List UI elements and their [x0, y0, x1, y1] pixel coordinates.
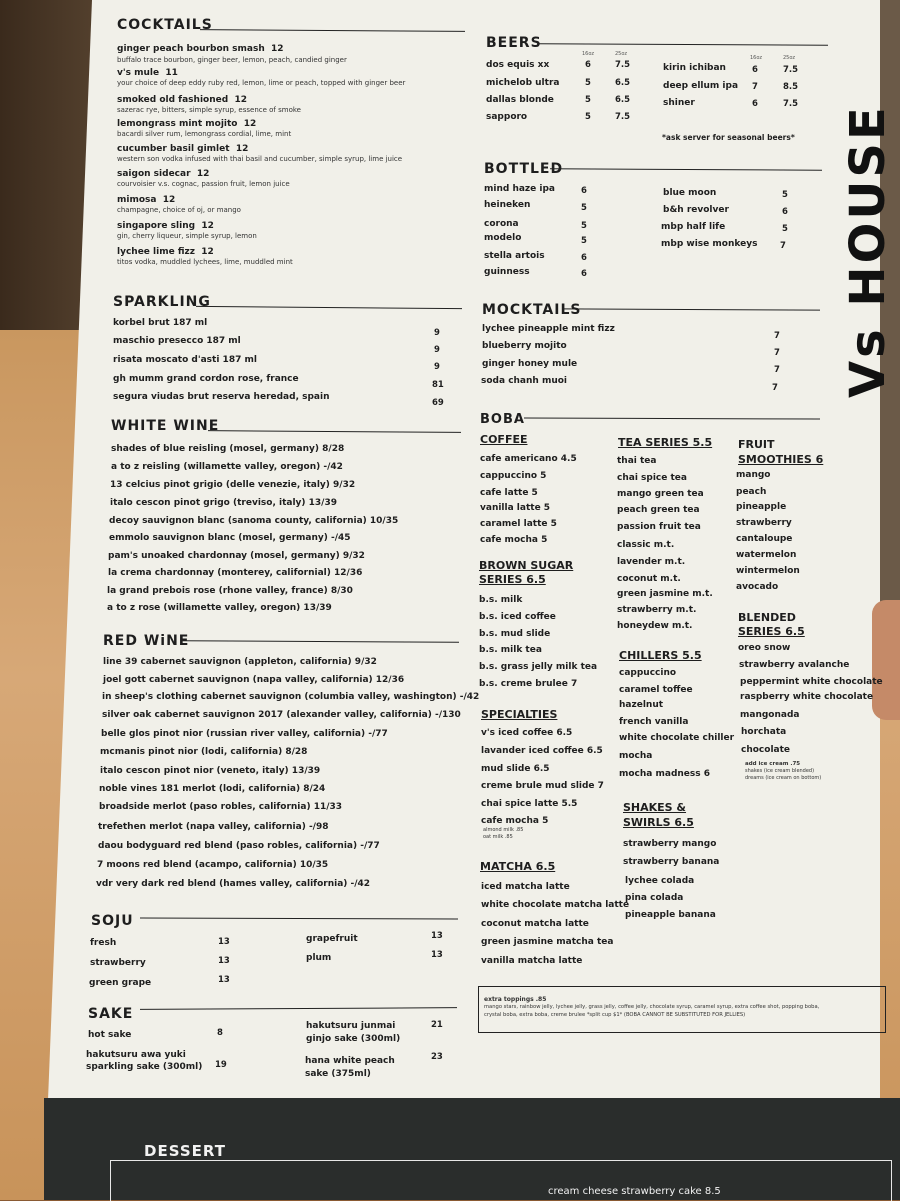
coffee-item: vanilla latte 5 — [480, 503, 551, 513]
beer-price: 7.5 — [615, 60, 631, 70]
white-wine-item: a to z reisling (willamette valley, oregon) -/42 — [111, 462, 343, 472]
sake-item-line2: sparkling sake (300ml) — [86, 1062, 203, 1072]
soju-item: green grape — [89, 978, 152, 988]
dessert-box — [110, 1160, 892, 1201]
cocktail-name: mimosa — [117, 195, 157, 205]
bottled-price: 5 — [782, 190, 788, 200]
beer-price: 6.5 — [615, 78, 631, 88]
shakes-title-2: SWIRLS 6.5 — [623, 816, 694, 829]
cocktail-price: 12 — [201, 221, 214, 231]
toppings-line: crystal boba, extra boba, creme brulee *split cup $1* (BOBA CANNOT BE SUBSTITUTED FOR JELLIES) — [484, 1012, 746, 1018]
sparkling-title: SPARKLING — [113, 294, 211, 310]
smoothies-title: FRUIT — [738, 438, 775, 451]
specialty-item: mud slide 6.5 — [481, 764, 550, 774]
beer-price: 6 — [752, 99, 758, 109]
sake-title: SAKE — [88, 1006, 134, 1022]
cocktail-price: 12 — [162, 195, 176, 205]
cocktail-name: ginger peach bourbon smash — [117, 44, 265, 54]
blended-addon: add ice cream .75 — [745, 761, 801, 767]
bottled-item: modelo — [484, 233, 522, 243]
bottled-item: mbp half life — [661, 222, 726, 232]
tea-item: green jasmine m.t. — [617, 589, 713, 599]
boba-title: BOBA — [480, 412, 525, 427]
cocktail-desc: sazerac rye, bitters, simple syrup, essence of smoke — [117, 106, 301, 114]
red-wine-item: line 39 cabernet sauvignon (appleton, california) 9/32 — [103, 657, 377, 667]
mocktail-item: soda chanh muoi — [481, 376, 568, 386]
cocktail-desc: champagne, choice of oj, or mango — [117, 206, 241, 214]
blended-addon: dreams (ice cream on bottom) — [745, 775, 822, 781]
chiller-item: mocha — [619, 751, 653, 761]
chiller-item: cappuccino — [619, 668, 677, 678]
mocktail-item: ginger honey mule — [482, 359, 578, 369]
brand-logo: Vs HOUSE — [840, 104, 896, 398]
blended-addon: shakes (ice cream blended) — [745, 768, 815, 774]
sake-price: 19 — [215, 1060, 227, 1070]
sparkling-price: 81 — [432, 380, 444, 390]
cocktail-name: lychee lime fizz — [117, 247, 195, 257]
tea-item: coconut m.t. — [617, 574, 681, 584]
soju-item: fresh — [90, 938, 117, 948]
sake-item-line2: ginjo sake (300ml) — [306, 1034, 401, 1044]
red-wine-item: trefethen merlot (napa valley, california) -/98 — [98, 822, 329, 832]
cocktail-price: 12 — [235, 144, 249, 154]
soju-title: SOJU — [91, 913, 134, 929]
blended-item: mangonada — [740, 710, 800, 720]
beer-item: shiner — [663, 98, 695, 108]
shakes-title: SHAKES & — [623, 801, 687, 814]
red-wine-item: in sheep's clothing cabernet sauvignon (columbia valley, washington) -/42 — [102, 692, 480, 702]
soju-price: 13 — [218, 975, 230, 985]
matcha-item: white chocolate matcha latte — [481, 900, 630, 910]
cocktail-price: 12 — [271, 44, 284, 54]
beer-price: 5 — [585, 78, 591, 88]
red-wine-item: mcmanis pinot nior (lodi, california) 8/28 — [100, 747, 308, 757]
bottled-title: BOTTLED — [484, 161, 564, 177]
beers-title: BEERS — [486, 35, 542, 51]
brown-sugar-item: b.s. grass jelly milk tea — [479, 662, 598, 672]
brown-sugar-item: b.s. iced coffee — [479, 612, 556, 622]
mocktail-price: 7 — [772, 383, 778, 393]
mocktail-item: blueberry mojito — [482, 341, 567, 351]
beer-price: 6.5 — [615, 95, 631, 105]
cocktail-desc: gin, cherry liqueur, simple syrup, lemon — [117, 232, 257, 240]
white-wine-item: decoy sauvignon blanc (sanoma county, california) 10/35 — [109, 516, 399, 526]
sake-item: hakutsuru junmai — [306, 1021, 396, 1031]
cocktail-name: cucumber basil gimlet — [117, 144, 230, 154]
bottled-price: 6 — [581, 186, 587, 196]
white-wine-item: shades of blue reisling (mosel, germany) 8/28 — [111, 444, 345, 454]
soju-price: 13 — [218, 956, 230, 966]
bottled-item: mbp wise monkeys — [661, 239, 758, 249]
sake-price: 21 — [431, 1020, 443, 1030]
beer-col-header: 16oz — [582, 51, 595, 57]
shake-item: lychee colada — [625, 876, 695, 886]
cocktail-price: 12 — [196, 169, 210, 179]
sparkling-price: 9 — [434, 345, 440, 355]
blended-item: chocolate — [741, 745, 791, 755]
cocktail-name: saigon sidecar — [117, 169, 191, 179]
bottled-price: 5 — [581, 203, 587, 213]
tea-item: passion fruit tea — [617, 522, 701, 532]
sake-item: hot sake — [88, 1030, 132, 1040]
chiller-item: hazelnut — [619, 700, 664, 710]
smoothie-item: pineapple — [736, 502, 787, 512]
soju-item: strawberry — [90, 958, 146, 968]
tea-item: strawberry m.t. — [617, 605, 697, 615]
smoothie-item: peach — [736, 487, 767, 497]
tea-item: lavender m.t. — [617, 557, 686, 567]
blended-item: strawberry avalanche — [739, 660, 850, 670]
red-wine-item: vdr very dark red blend (hames valley, california) -/42 — [96, 879, 371, 889]
mocktail-price: 7 — [774, 331, 780, 341]
sake-item-line2: sake (375ml) — [305, 1069, 371, 1079]
red-wine-title: RED WiNE — [103, 633, 190, 649]
cocktail-name: singapore sling — [117, 221, 196, 231]
red-wine-item: broadside merlot (paso robles, california) 11/33 — [99, 802, 343, 812]
bottled-price: 6 — [581, 253, 587, 263]
tea-item: classic m.t. — [617, 540, 675, 550]
tea-item: honeydew m.t. — [617, 621, 693, 631]
beer-price: 7.5 — [783, 65, 799, 75]
white-wine-item: emmolo sauvignon blanc (mosel, germany) -/45 — [109, 533, 351, 543]
white-wine-item: a to z rose (willamette valley, oregon) 13/39 — [107, 603, 332, 613]
tea-item: peach green tea — [617, 505, 700, 515]
white-wine-item: italo cescon pinot grigo (treviso, italy) 13/39 — [110, 498, 337, 508]
beer-item: kirin ichiban — [663, 63, 726, 73]
matcha-item: iced matcha latte — [481, 882, 570, 892]
beer-price: 7 — [752, 82, 758, 92]
red-wine-item: joel gott cabernet sauvignon (napa valley, california) 12/36 — [103, 675, 405, 685]
cocktail-desc: your choice of deep eddy ruby red, lemon, lime or peach, topped with ginger beer — [117, 79, 406, 87]
chiller-item: mocha madness 6 — [619, 769, 711, 779]
dessert-title: DESSERT — [144, 1142, 226, 1160]
sparkling-price: 69 — [432, 398, 444, 408]
tea-item: chai spice tea — [617, 473, 687, 483]
mocktail-item: lychee pineapple mint fizz — [482, 324, 615, 334]
bottled-item: heineken — [484, 200, 531, 210]
cocktail-name: smoked old fashioned — [117, 95, 229, 105]
soju-price: 13 — [431, 931, 443, 941]
cocktail-desc: bacardi silver rum, lemongrass cordial, lime, mint — [117, 130, 292, 138]
beer-price: 5 — [585, 112, 591, 122]
smoothie-item: mango — [736, 470, 771, 480]
mocktails-title: MOCKTAILS — [482, 302, 582, 318]
bottled-price: 5 — [581, 236, 587, 246]
beer-note: *ask server for seasonal beers* — [662, 133, 795, 142]
sparkling-item: korbel brut 187 ml — [113, 318, 208, 328]
white-wine-title: WHITE WINE — [111, 418, 220, 434]
beer-price: 7.5 — [615, 112, 631, 122]
brown-sugar-title: BROWN SUGAR — [479, 559, 574, 572]
bottled-price: 5 — [782, 224, 788, 234]
soju-item: plum — [306, 953, 332, 963]
red-wine-item: belle glos pinot nior (russian river valley, california) -/77 — [101, 729, 388, 739]
dessert-item: cream cheese strawberry cake 8.5 — [548, 1186, 721, 1197]
specialty-item: lavander iced coffee 6.5 — [481, 746, 603, 756]
mocktail-price: 7 — [774, 348, 780, 358]
hand-holding-menu — [872, 600, 900, 720]
red-wine-item: noble vines 181 merlot (lodi, california) 8/24 — [99, 784, 326, 794]
brown-sugar-item: b.s. milk — [479, 595, 523, 605]
blended-item: peppermint white chocolate — [740, 677, 883, 687]
smoothies-title-2: SMOOTHIES 6 — [738, 453, 824, 466]
bottled-price: 6 — [782, 207, 788, 217]
smoothie-item: wintermelon — [736, 566, 800, 576]
red-wine-item: daou bodyguard red blend (paso robles, california) -/77 — [98, 841, 380, 851]
sake-price: 23 — [431, 1052, 443, 1062]
cocktail-price: 12 — [243, 119, 257, 129]
smoothie-item: watermelon — [736, 550, 797, 560]
specialty-item: creme brule mud slide 7 — [481, 781, 604, 791]
brand-area — [840, 28, 896, 398]
coffee-item: cafe mocha 5 — [480, 535, 548, 545]
blended-title: BLENDED — [738, 611, 796, 624]
shake-item: pineapple banana — [625, 910, 716, 920]
beer-price: 8.5 — [783, 82, 799, 92]
specialty-item: cafe mocha 5 — [481, 816, 549, 826]
shake-item: strawberry banana — [623, 857, 720, 867]
coffee-item: cafe latte 5 — [480, 488, 538, 498]
matcha-item: green jasmine matcha tea — [481, 937, 614, 947]
soju-price: 13 — [218, 937, 230, 947]
sparkling-price: 9 — [434, 328, 440, 338]
tea-series-title: TEA SERIES 5.5 — [618, 436, 713, 449]
toppings-line: mango stars, rainbow jelly, lychee jelly, grass jelly, coffee jelly, chocolate syrup, caramel syrup, extra coffee shot, popping boba, — [484, 1004, 820, 1010]
blended-title-2: SERIES 6.5 — [738, 625, 805, 638]
beer-item: dallas blonde — [486, 95, 554, 105]
cocktail-desc: courvoisier v.s. cognac, passion fruit, lemon juice — [117, 180, 290, 188]
brown-sugar-item: b.s. mud slide — [479, 629, 551, 639]
sparkling-item: maschio presecco 187 ml — [113, 336, 241, 346]
sake-item: hana white peach — [305, 1056, 395, 1066]
specialties-title: SPECIALTIES — [481, 708, 558, 721]
mocktail-price: 7 — [774, 365, 780, 375]
coffee-title: COFFEE — [480, 433, 528, 446]
red-wine-item: 7 moons red blend (acampo, california) 10/35 — [97, 860, 329, 870]
smoothie-item: avocado — [736, 582, 779, 592]
coffee-item: cappuccino 5 — [480, 471, 547, 481]
sake-price: 8 — [217, 1028, 223, 1038]
beer-item: sapporo — [486, 112, 528, 122]
coffee-item: cafe americano 4.5 — [480, 454, 577, 464]
beer-item: dos equis xx — [486, 60, 550, 70]
milk-addon: oat milk .85 — [483, 834, 513, 840]
red-wine-item: silver oak cabernet sauvignon 2017 (alexander valley, california) -/130 — [102, 710, 461, 720]
chiller-item: caramel toffee — [619, 685, 693, 695]
cocktail-name: v's mule — [117, 68, 160, 78]
beer-price: 5 — [585, 95, 591, 105]
white-wine-item: la crema chardonnay (monterey, californial) 12/36 — [108, 568, 363, 578]
brown-sugar-item: b.s. creme brulee 7 — [479, 679, 578, 689]
beer-col-header: 25oz — [783, 55, 796, 61]
shake-item: strawberry mango — [623, 839, 717, 849]
soju-item: grapefruit — [306, 934, 358, 944]
chillers-title: CHILLERS 5.5 — [619, 649, 702, 662]
matcha-item: vanilla matcha latte — [481, 956, 583, 966]
sparkling-item: segura viudas brut reserva heredad, spain — [113, 392, 330, 402]
chiller-item: white chocolate chiller — [619, 733, 735, 743]
cocktail-name: lemongrass mint mojito — [117, 119, 238, 129]
cocktail-price: 12 — [234, 95, 247, 105]
bottled-item: mind haze ipa — [484, 184, 556, 194]
beer-col-header: 16oz — [750, 55, 763, 61]
bottled-price: 7 — [780, 241, 786, 251]
white-wine-item: pam's unoaked chardonnay (mosel, germany) 9/32 — [108, 551, 365, 561]
brown-sugar-title-2: SERIES 6.5 — [479, 573, 546, 586]
coffee-item: caramel latte 5 — [480, 519, 557, 529]
beer-price: 7.5 — [783, 99, 799, 109]
cocktail-desc: western son vodka infused with thai basil and cucumber, simple syrup, lime juice — [117, 155, 403, 163]
brown-sugar-item: b.s. milk tea — [479, 645, 542, 655]
matcha-item: coconut matcha latte — [481, 919, 589, 929]
beer-item: michelob ultra — [486, 78, 560, 88]
chiller-item: french vanilla — [619, 717, 689, 727]
red-wine-item: italo cescon pinot nior (veneto, italy) 13/39 — [100, 766, 321, 776]
specialty-item: chai spice latte 5.5 — [481, 799, 578, 809]
milk-addon: almond milk .85 — [483, 827, 524, 833]
bottled-item: stella artois — [484, 251, 545, 261]
cocktail-price: 11 — [165, 68, 178, 78]
bottled-price: 6 — [581, 269, 587, 279]
sparkling-item: risata moscato d'asti 187 ml — [113, 355, 257, 365]
beer-col-header: 25oz — [615, 51, 628, 57]
tea-item: thai tea — [617, 456, 657, 466]
beer-price: 6 — [752, 65, 758, 75]
white-wine-item: 13 celcius pinot grigio (delle venezie, italy) 9/32 — [110, 480, 356, 490]
bottled-item: blue moon — [663, 188, 717, 198]
cocktail-desc: titos vodka, muddled lychees, lime, muddled mint — [117, 258, 293, 266]
soju-price: 13 — [431, 950, 443, 960]
beer-price: 6 — [585, 60, 591, 70]
shake-item: pina colada — [625, 893, 684, 903]
blended-item: horchata — [741, 727, 787, 737]
blended-item: raspberry white chocolate — [740, 692, 874, 702]
tea-item: mango green tea — [617, 489, 704, 499]
bottled-item: guinness — [484, 267, 530, 277]
sake-item: hakutsuru awa yuki — [86, 1050, 186, 1060]
beer-item: deep ellum ipa — [663, 81, 739, 91]
bottled-item: b&h revolver — [663, 205, 729, 215]
specialty-item: v's iced coffee 6.5 — [481, 728, 573, 738]
cocktail-desc: buffalo trace bourbon, ginger beer, lemon, peach, candied ginger — [117, 56, 347, 64]
cocktail-price: 12 — [201, 247, 214, 257]
white-wine-item: la grand prebois rose (rhone valley, france) 8/30 — [107, 586, 353, 596]
sparkling-price: 9 — [434, 362, 440, 372]
smoothie-item: cantaloupe — [736, 534, 793, 544]
blended-item: oreo snow — [738, 643, 791, 653]
bottled-price: 5 — [581, 221, 587, 231]
cocktails-title: COCKTAILS — [117, 17, 213, 33]
matcha-title: MATCHA 6.5 — [480, 860, 556, 873]
sparkling-item: gh mumm grand cordon rose, france — [113, 374, 299, 384]
toppings-title: extra toppings .85 — [484, 996, 547, 1003]
bottled-item: corona — [484, 219, 519, 229]
smoothie-item: strawberry — [736, 518, 792, 528]
